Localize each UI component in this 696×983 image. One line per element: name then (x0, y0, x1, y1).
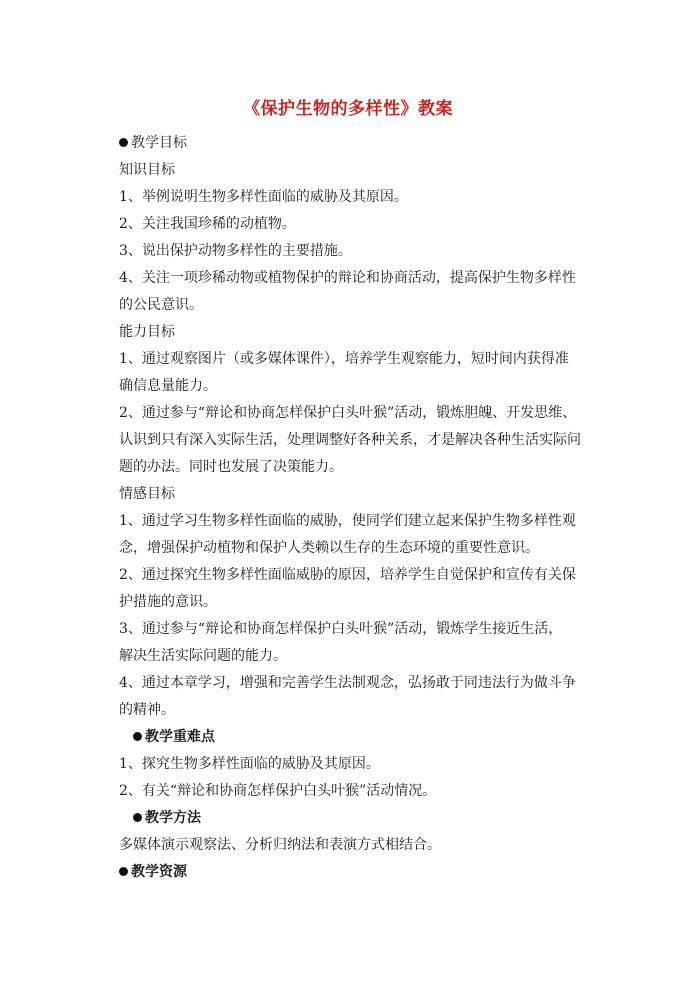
paragraph-line (119, 265, 591, 292)
line-text: 认识到只有深入实际生活，处理调整好各种关系，才是解决各种生活实际问 (119, 432, 581, 448)
line-text: 教学方法 (145, 810, 201, 826)
bullet-icon (133, 732, 142, 741)
paragraph-line (119, 589, 591, 616)
paragraph-line (119, 481, 591, 508)
line-text: 情感目标 (119, 486, 175, 502)
line-text: 1、举例说明生物多样性面临的威胁及其原因。 (119, 189, 408, 205)
paragraph-line (119, 751, 591, 778)
line-text: 4、关注一项珍稀动物或植物保护的辩论和协商活动，提高保护生物多样性 (119, 270, 576, 286)
paragraph-line (119, 832, 591, 859)
line-text: 能力目标 (119, 324, 175, 340)
bullet-icon (133, 813, 142, 822)
line-text: 2、关注我国珍稀的动植物。 (119, 216, 296, 232)
section-heading (119, 805, 591, 832)
paragraph-line (119, 184, 591, 211)
bullet-icon (119, 867, 128, 876)
line-text: 多媒体演示观察法、分析归纳法和表演方式相结合。 (119, 837, 441, 853)
line-text: 知识目标 (119, 162, 175, 178)
paragraph-line (119, 238, 591, 265)
paragraph-line (119, 346, 591, 373)
section-heading (119, 130, 591, 157)
line-text: 的公民意识。 (119, 297, 203, 313)
paragraph-line (119, 508, 591, 535)
line-text: 1、通过观察图片（或多媒体课件），培养学生观察能力，短时间内获得准 (119, 351, 569, 367)
line-text: 1、通过学习生物多样性面临的威胁，使同学们建立起来保护生物多样性观 (119, 513, 576, 529)
line-text: 3、说出保护动物多样性的主要措施。 (119, 243, 352, 259)
paragraph-line (119, 643, 591, 670)
line-text: 护措施的意识。 (119, 594, 217, 610)
paragraph-line (119, 562, 591, 589)
paragraph-line (119, 400, 591, 427)
document-body (119, 130, 591, 886)
section-heading (119, 724, 591, 751)
line-text: 教学重难点 (145, 729, 215, 745)
line-text: 2、通过参与“辩论和协商怎样保护白头叶猴”活动，锻炼胆魄、开发思维、 (119, 405, 577, 421)
section-heading (119, 859, 591, 886)
paragraph-line (119, 697, 591, 724)
paragraph-line (119, 616, 591, 643)
line-text: 教学目标 (131, 135, 187, 151)
line-text: 教学资源 (131, 864, 187, 880)
paragraph-line (119, 670, 591, 697)
paragraph-line (119, 427, 591, 454)
line-text: 3、通过参与“辩论和协商怎样保护白头叶猴”活动，锻炼学生接近生活， (119, 621, 563, 637)
line-text: 4、通过本章学习，增强和完善学生法制观念，弘扬敢于同违法行为做斗争 (119, 675, 576, 691)
bullet-icon (119, 138, 128, 147)
paragraph-line (119, 319, 591, 346)
paragraph-line (119, 454, 591, 481)
line-text: 2、有关“辩论和协商怎样保护白头叶猴”活动情况。 (119, 783, 437, 799)
paragraph-line (119, 373, 591, 400)
paragraph-line (119, 157, 591, 184)
line-text: 确信息量能力。 (119, 378, 217, 394)
line-text: 题的办法。同时也发展了决策能力。 (119, 459, 343, 475)
document-title: 《保护生物的多样性》教案 (243, 99, 453, 119)
line-text: 2、通过探究生物多样性面临威胁的原因，培养学生自觉保护和宣传有关保 (119, 567, 576, 583)
paragraph-line (119, 211, 591, 238)
paragraph-line (119, 535, 591, 562)
paragraph-line (119, 292, 591, 319)
line-text: 念，增强保护动植物和保护人类赖以生存的生态环境的重要性意识。 (119, 540, 539, 556)
line-text: 1、探究生物多样性面临的威胁及其原因。 (119, 756, 380, 772)
paragraph-line (119, 778, 591, 805)
line-text: 解决生活实际问题的能力。 (119, 648, 287, 664)
line-text: 的精神。 (119, 702, 175, 718)
